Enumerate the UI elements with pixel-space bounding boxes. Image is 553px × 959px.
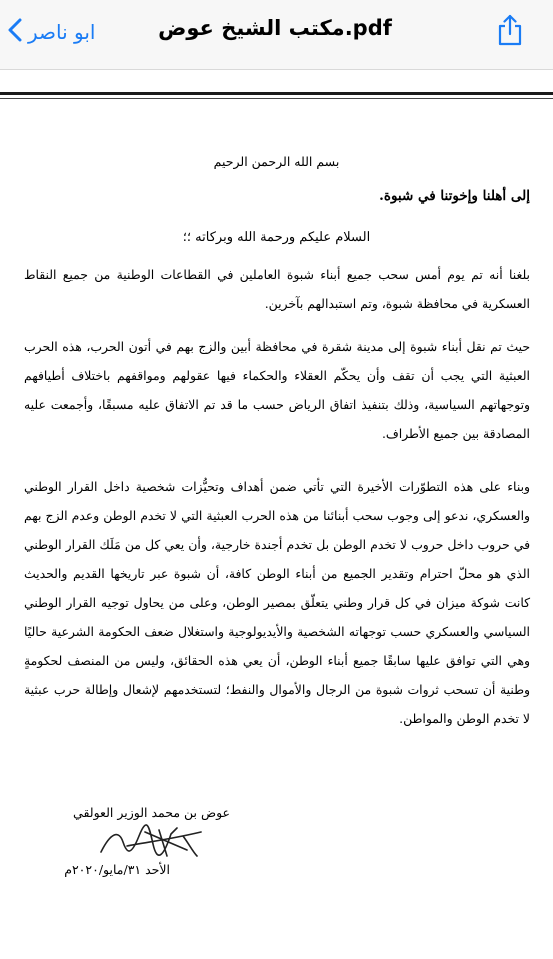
handwritten-signature	[97, 822, 207, 864]
share-button[interactable]	[492, 12, 528, 52]
signer-name: عوض بن محمد الوزير العولقي	[73, 805, 230, 820]
chevron-left-icon	[8, 18, 22, 46]
paragraph-3: وبناء على هذه التطوّرات الأخيرة التي تأتي ضمن أهداف وتحيُّزات شخصية داخل القرار الوطني والعسكري، ندعو إلى وجوب سحب أبنائنا من هذه الحرب العبثية التي لا تخدم الوطن وعدم الزج بهم في حروب داخل حروب لا تخدم الوطن بل تخدم أجندة خارجية، وأن يعي كل من مَلَك القرار الوطني الذي هو محلّ احترام وتقدير الجميع من أبناء الوطن كافة، أن شبوة عبر تاريخها القديم والحديث كانت شوكة ميزان في كل قرار وطني يتعلّق بمصير الوطن، وعلى من يحاول توجيه القرار الوطني السياسي والعسكري حسب توجهاته الشخصية والأيديولوجية واستغلال ضعف الحكومة الشرعية حاليًا وهي التي توافق عليها سابقًا جميع أبناء الوطن، أن يعي هذه الحقائق، وليس من المنصف لحكومةٍ وطنية أن تسحب ثروات شبوة من الرجال والأموال والنفط؛ لتستخدمهم لإشعال وإطالة حرب عبثية لا تخدم الوطن والمواطن.	[24, 479, 530, 726]
share-icon	[497, 14, 523, 50]
paragraph-1: بلغنا أنه تم يوم أمس سحب جميع أبناء شبوة العاملين في القطاعات الوطنية من جميع النقاط العسكرية في محافظة شبوة، وتم استبدالهم بآخرين.	[24, 267, 530, 311]
letter-date: الأحد ٣١/مايو/٢٠٢٠م	[64, 862, 170, 877]
addressee-line: إلى أهلنا وإخوتنا في شبوة.	[379, 188, 530, 204]
document-title: مكتب الشيخ عوض.pdf	[158, 16, 392, 40]
navigation-bar	[0, 0, 553, 70]
paragraph-2: حيث تم نقل أبناء شبوة إلى مدينة شقرة في محافظة أبين والزج بهم في أتون الحرب، هذه الحرب العبثية التي يجب أن تقف وأن يحكّم العقلاء والحكماء فيها عقولهم ومواقفهم باختلاف أطيافهم وتوجهاتهم السياسية، وذلك بتنفيذ اتفاق الرياض حسب ما قد تم الاتفاق عليه مسبقًا، وأجمعت عليه المصادقة بين جميع الأطراف.	[24, 339, 530, 441]
basmala: بسم الله الرحمن الرحيم	[213, 154, 340, 169]
letterhead-rule	[0, 92, 553, 95]
pdf-document-page[interactable]	[0, 100, 553, 959]
salutation: السلام عليكم ورحمة الله وبركاته ؛؛	[182, 230, 371, 245]
back-button[interactable]	[8, 14, 96, 50]
back-button-label: ابو ناصر	[28, 20, 96, 44]
letterhead-rule-thin	[0, 98, 553, 99]
